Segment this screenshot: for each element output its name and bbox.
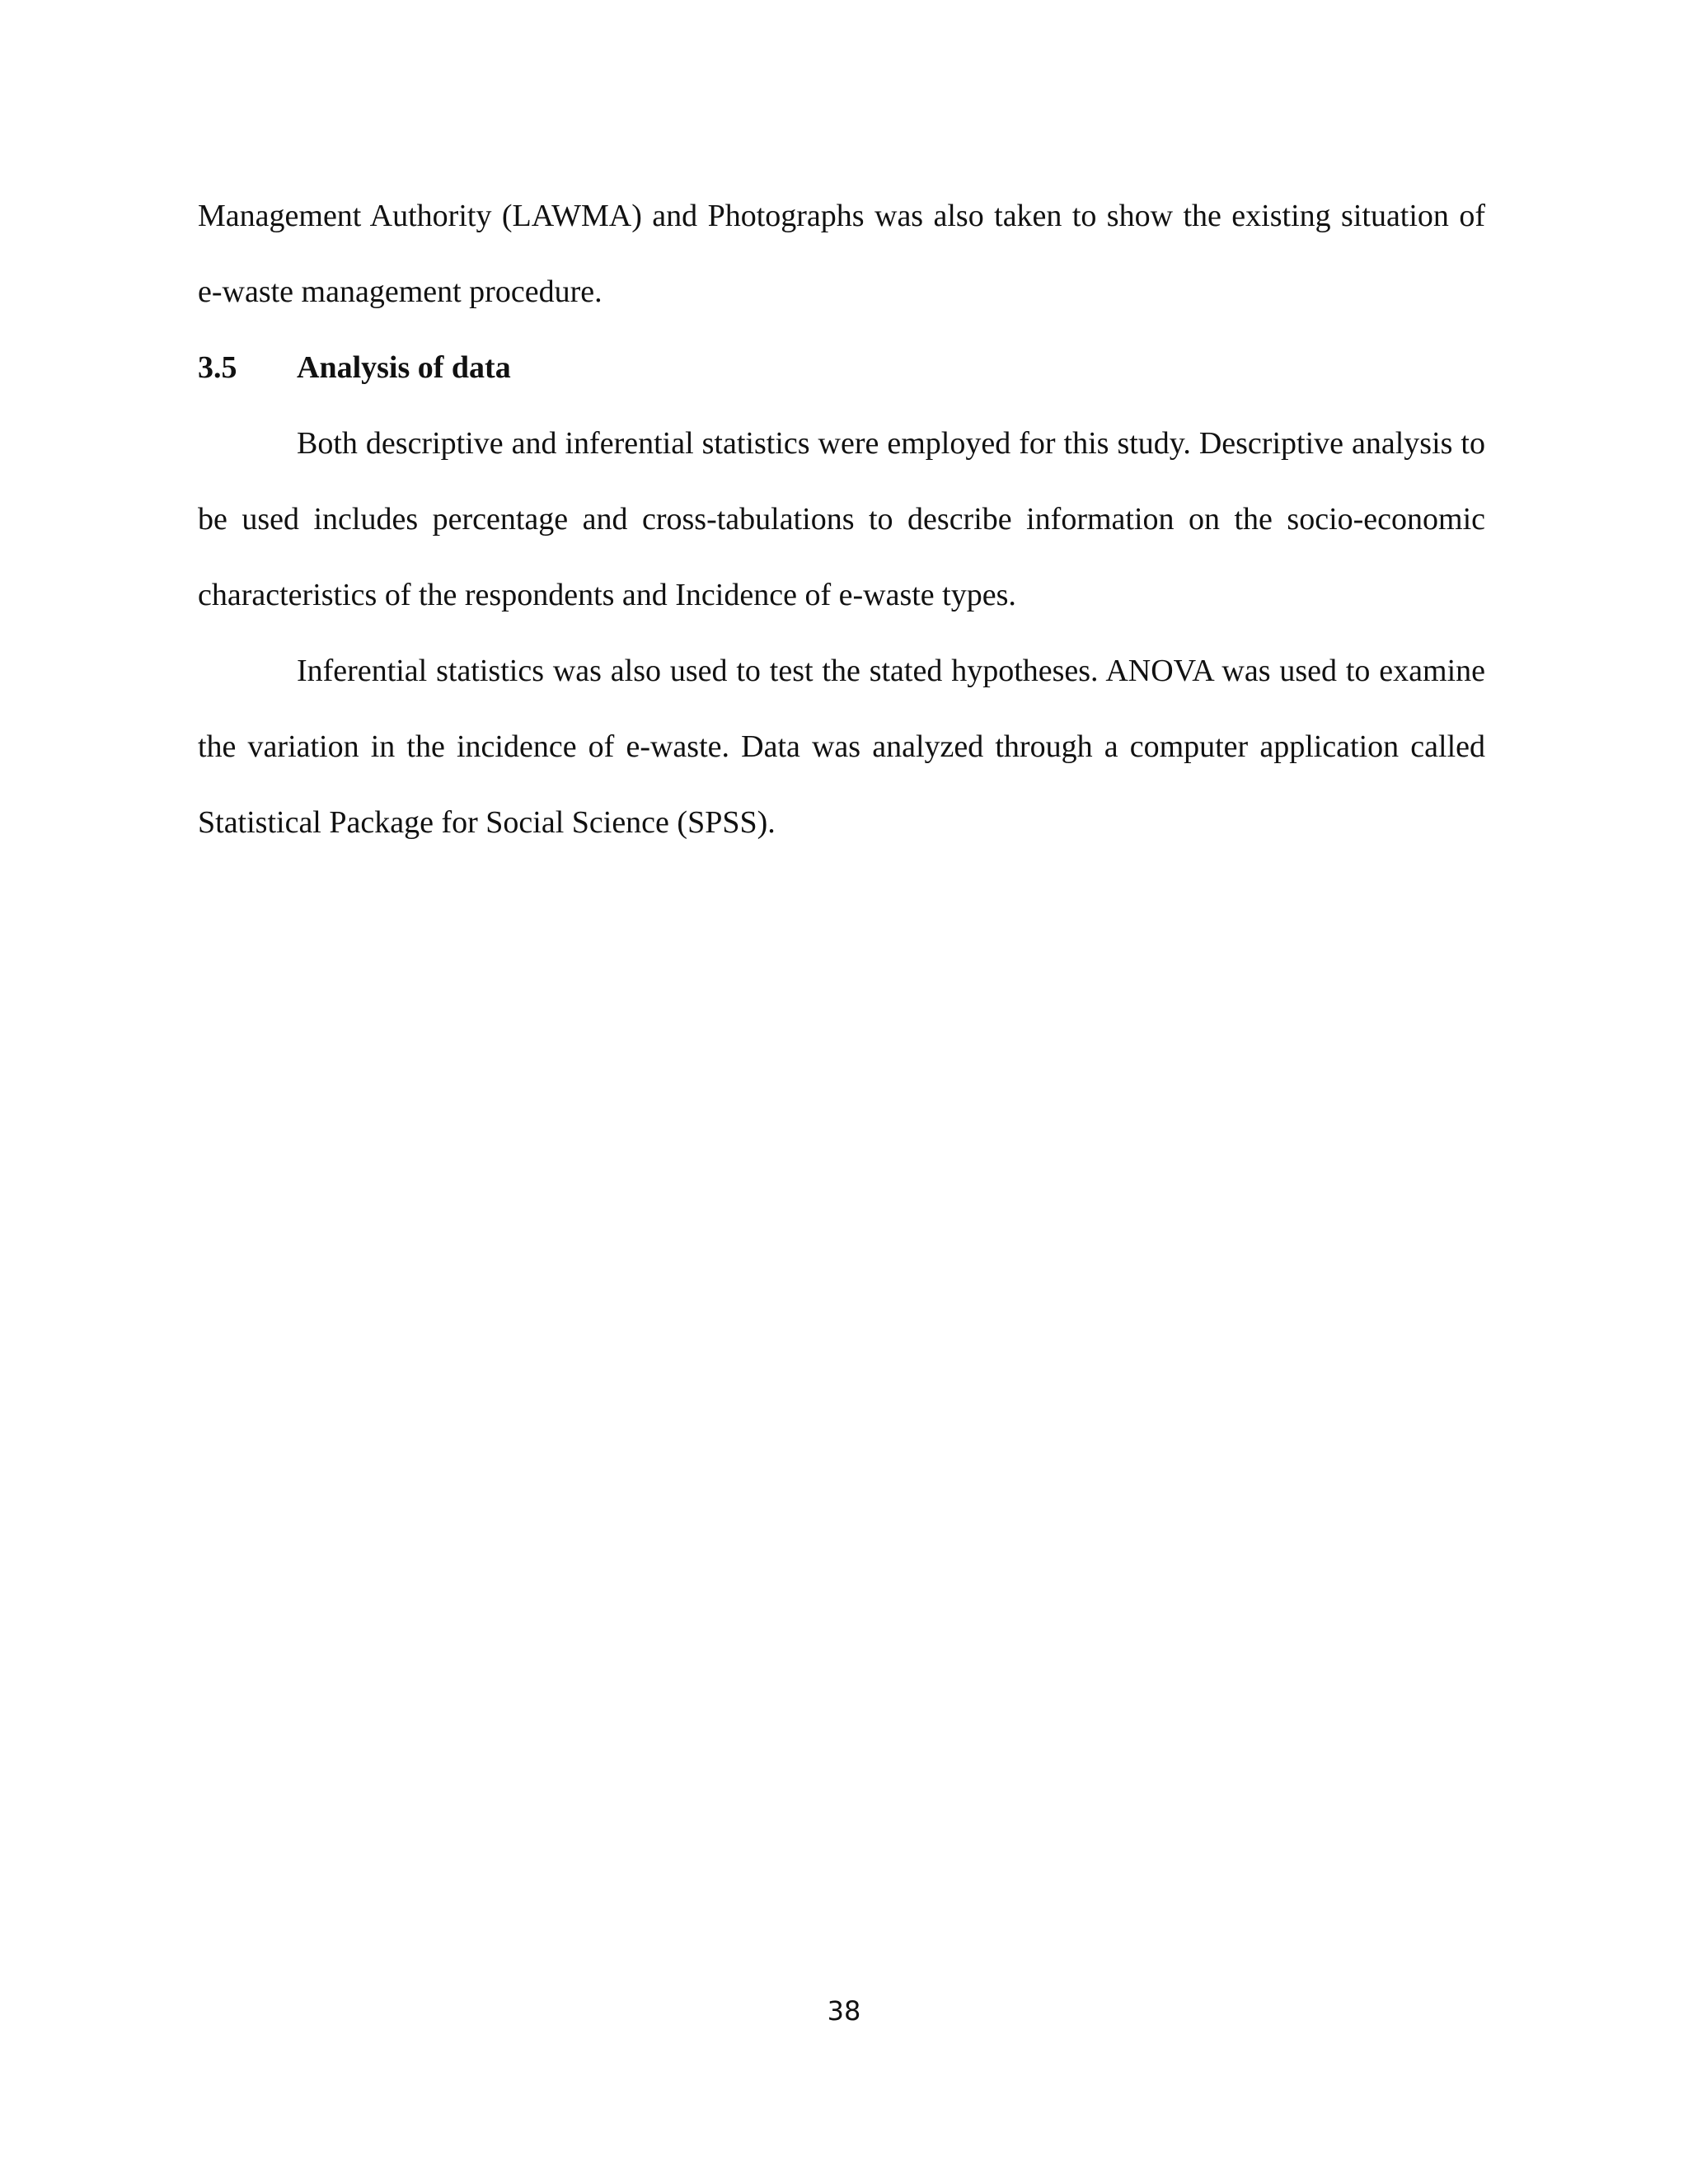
section-number: 3.5 <box>198 350 237 385</box>
section-title: Analysis of data <box>297 350 511 385</box>
continued-paragraph-block <box>198 178 1485 330</box>
paragraph-inferential-statistics: Inferential statistics was also used to test the stated hypotheses. ANOVA was used to examine the variation in the incidence of e-waste. Data was analyzed through a computer application called Statistical Package for Social Science (SPSS). <box>198 654 1485 840</box>
section-heading <box>198 330 511 405</box>
paragraph-descriptive-analysis: Both descriptive and inferential statistics were employed for this study. Descriptive analysis to be used includes percentage and cross-tabulations to describe information on the socio-economic characteristics of the respondents and Incidence of e-waste types. <box>198 426 1485 612</box>
paragraph-block-2 <box>198 633 1485 860</box>
page-number: 38 <box>827 1995 861 2027</box>
paragraph-block-1 <box>198 405 1485 633</box>
continued-paragraph: Management Authority (LAWMA) and Photographs was also taken to show the existing situation of e-waste management procedure. <box>198 199 1485 309</box>
